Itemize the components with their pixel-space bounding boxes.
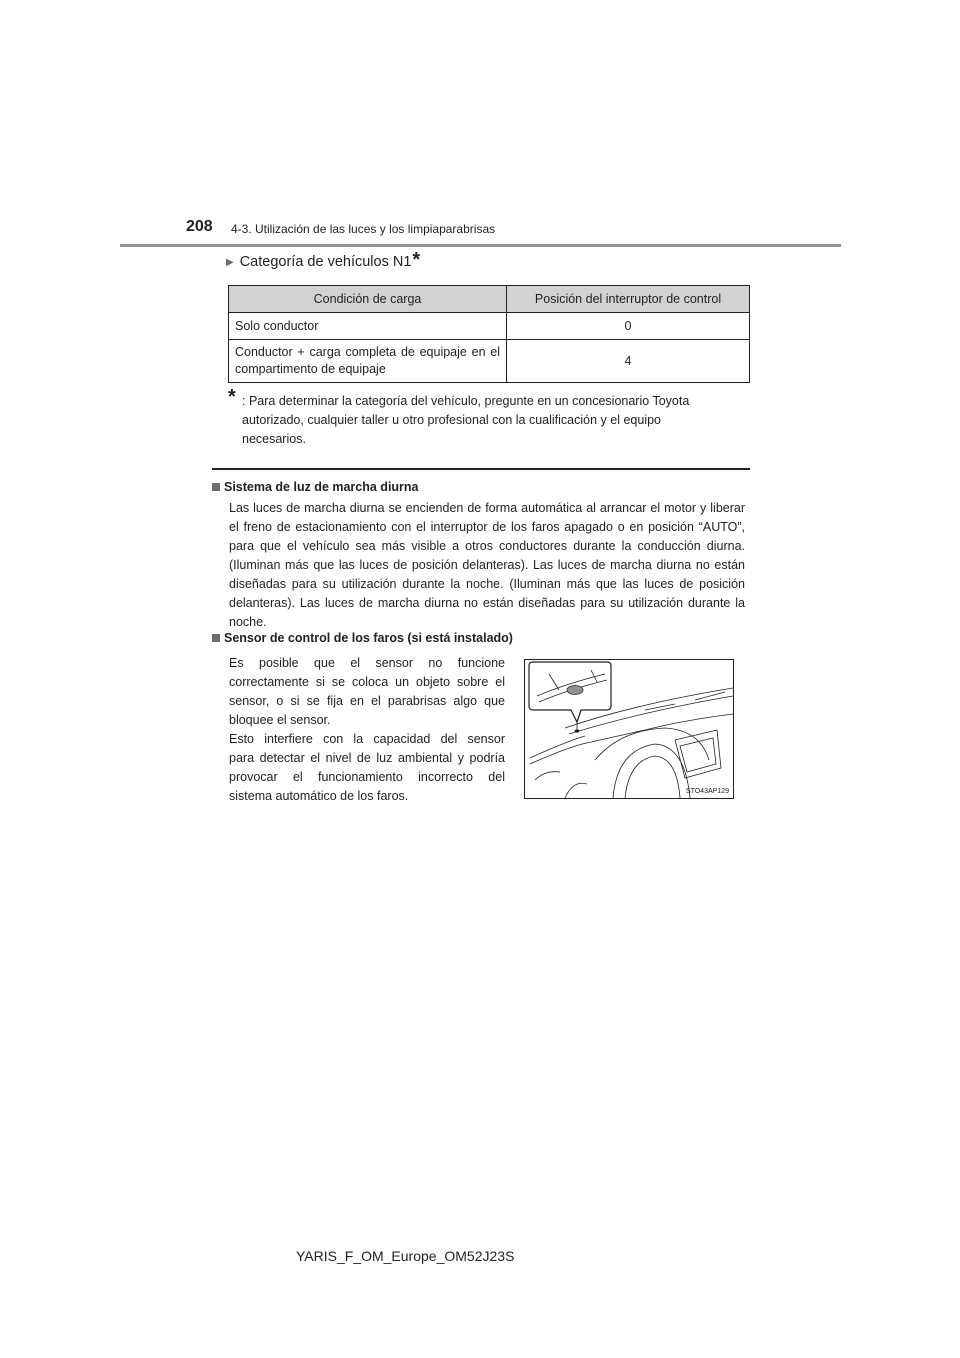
table-cell-condition: Conductor + carga completa de equipaje en el compartimento de equipaje xyxy=(229,340,507,383)
table-cell-condition: Solo conductor xyxy=(229,313,507,340)
square-bullet-icon xyxy=(212,634,220,642)
text-line: para detectar el nivel de luz ambiental y podría xyxy=(229,751,505,765)
table-header: Condición de carga xyxy=(229,286,507,313)
table-row xyxy=(229,340,750,383)
footnote-line: autorizado, cualquier taller u otro profesional con la cualificación y el equipo xyxy=(242,413,662,427)
text-line: bloquee el sensor. xyxy=(229,713,331,727)
item-heading xyxy=(212,631,513,645)
page-number: 208 xyxy=(186,218,213,235)
triangle-bullet-icon: ▶ xyxy=(226,257,234,268)
table-header: Posición del interruptor de control xyxy=(507,286,750,313)
item-title: Sistema de luz de marcha diurna xyxy=(224,480,419,494)
table-header-row xyxy=(229,286,750,313)
document-id: YARIS_F_OM_Europe_OM52J23S xyxy=(296,1248,515,1264)
figure-label: STO43AP129 xyxy=(685,788,729,795)
sensor-illustration xyxy=(524,659,734,799)
text-line: sistema automático de los faros. xyxy=(229,789,409,803)
footnote-line: necesarios. xyxy=(242,432,306,446)
subsection-heading xyxy=(226,249,421,271)
footnote-marker: * xyxy=(228,386,236,408)
footnote xyxy=(228,386,744,449)
table-cell-position: 4 xyxy=(507,340,750,383)
header-divider xyxy=(120,244,841,247)
item-text xyxy=(229,654,505,806)
item-title: Sensor de control de los faros (si está instalado) xyxy=(224,631,513,645)
section-title: 4-3. Utilización de las luces y los limpiaparabrisas xyxy=(231,222,496,236)
square-bullet-icon xyxy=(212,483,220,491)
item-text: Las luces de marcha diurna se encienden de forma automática al arrancar el motor y liberar el freno de estacionamiento con el interruptor de los faros apagado o en posición “AUTO”, para que el vehículo sea más visible a otros conductores durante la conducción diurna. (Iluminan más que las luces de posición delanteras). Las luces de marcha diurna no están diseñadas para su utilización durante la noche. (Iluminan más que las luces de posición delanteras). Las luces de marcha diurna no están diseñadas para su utilización durante la noche. xyxy=(229,501,745,629)
dashboard-drawing xyxy=(525,660,733,798)
subsection-title: Categoría de vehículos N1 xyxy=(239,254,412,270)
section-divider xyxy=(212,468,750,470)
text-line: Es posible que el sensor no funcione xyxy=(229,656,505,670)
text-line: sensor, o si se fija en el parabrisas algo que xyxy=(229,694,505,708)
table-row xyxy=(229,313,750,340)
load-condition-table xyxy=(228,285,750,383)
item-heading xyxy=(212,480,419,494)
subsection-marker: * xyxy=(412,249,421,271)
text-line: provocar el funcionamiento incorrecto del xyxy=(229,770,505,784)
text-line: Esto interfiere con la capacidad del sensor xyxy=(229,732,505,746)
footnote-line: : Para determinar la categoría del vehículo, pregunte en un concesionario Toyota xyxy=(242,394,690,408)
table-cell-position: 0 xyxy=(507,313,750,340)
text-line: correctamente si se coloca un objeto sobre el xyxy=(229,675,505,689)
